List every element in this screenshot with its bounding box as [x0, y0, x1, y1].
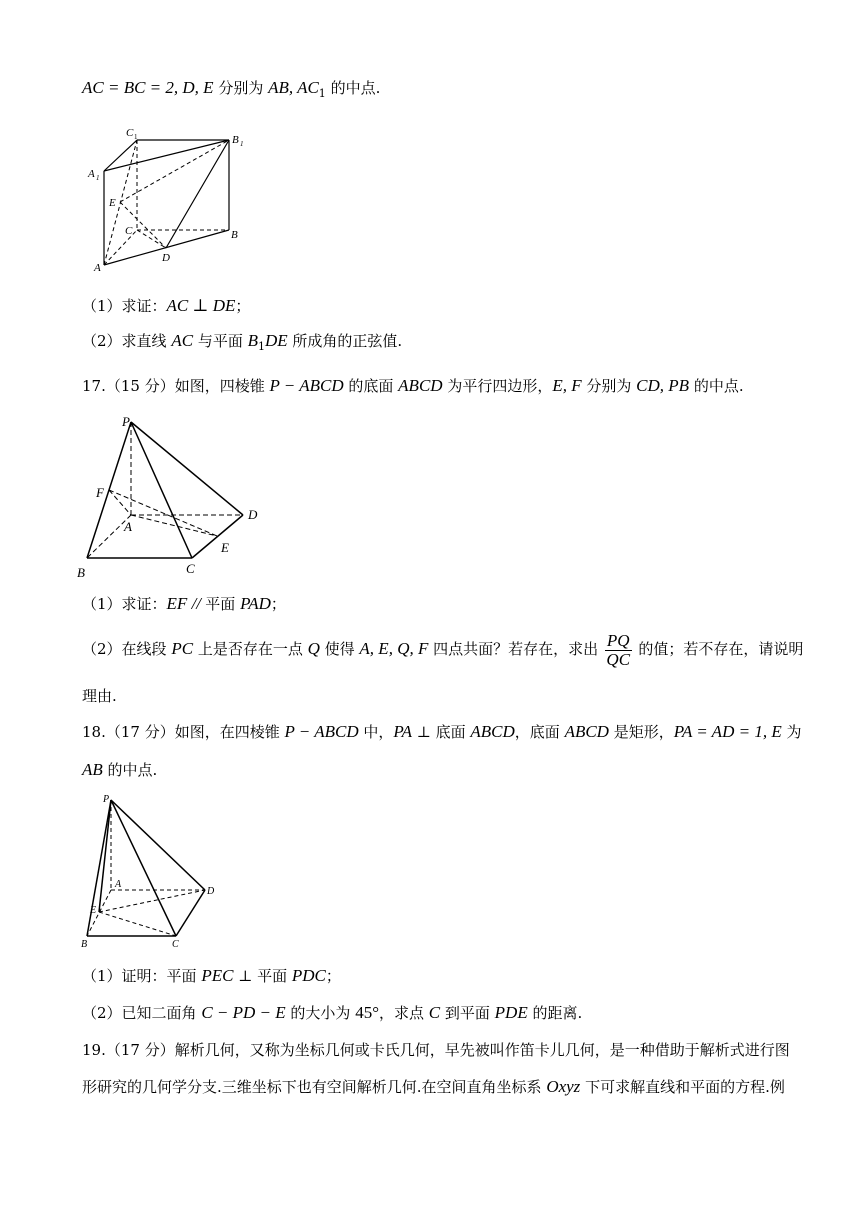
q17-frac-num: PQ: [606, 630, 630, 650]
q18-label-b: B: [81, 939, 88, 950]
q16-part2: [82, 331, 402, 357]
q18-head-text: 18.（17 分）如图，在四棱锥: [82, 723, 285, 741]
q16-intro-text: 分别为: [213, 79, 269, 97]
q17-label-f: F: [96, 485, 104, 500]
q18-part1-text: ⊥ 平面: [233, 967, 292, 985]
q16-label-c1-sub: 1: [134, 133, 138, 141]
q16-part2-end: 所成角的正弦值.: [287, 332, 403, 350]
q16-part2-math1: AC: [171, 331, 194, 350]
q18-part1-prefix: （1）证明：平面: [82, 967, 202, 985]
q17-text4: 的中点.: [689, 377, 744, 395]
q16-part2-text: 与平面: [193, 332, 248, 350]
q18-math4: ABCD: [564, 722, 609, 741]
q16-intro-math2: AB, AC: [268, 78, 319, 97]
q17-math1: P − ABCD: [269, 376, 344, 395]
q17-part2-d: 四点共面？若存在，求出: [428, 640, 603, 658]
q16-label-b1-sub: 1: [240, 140, 244, 148]
q17-part2-e: 的值；若不存在，请说明: [633, 640, 804, 658]
q18-part2-m1: C − PD − E: [201, 1003, 286, 1022]
q17-part1: [82, 594, 286, 614]
q17-label-e: E: [221, 540, 229, 555]
q16-label-a: A: [94, 262, 101, 274]
q16-part2-math2: B: [247, 331, 258, 350]
q18-part2-b: 的大小为: [285, 1004, 356, 1022]
q16-part1-prefix: （1）求证：: [82, 297, 167, 315]
q18-part1: [82, 966, 341, 986]
q16-label-d: D: [162, 252, 170, 264]
q17-fraction: [605, 632, 632, 669]
q18-text4: 是矩形，: [608, 723, 674, 741]
q18-head-line2: [82, 760, 157, 780]
q16-intro-sub: 1: [318, 87, 326, 100]
q18-math3: ABCD: [470, 722, 515, 741]
q19-line1: 19.（17 分）解析几何，又称为坐标几何或卡氏几何，早先被叫作笛卡儿几何，是一种借助于解析式进行图: [82, 1041, 790, 1059]
q18-part1-m2: PDC: [291, 966, 326, 985]
q17-head: [82, 376, 744, 396]
q16-label-e: E: [109, 197, 116, 209]
q16-label-b: B: [231, 229, 238, 241]
q17-text2: 为平行四边形，: [442, 377, 553, 395]
q17-label-p: P: [122, 414, 130, 429]
q17-label-c: C: [186, 561, 195, 576]
q17-part2-c: 使得: [319, 640, 360, 658]
q16-label-a1-sub: 1: [96, 174, 100, 182]
q16-label-a1: A: [88, 168, 95, 180]
q18-l2-math: AB: [82, 760, 103, 779]
q19-line2: [82, 1077, 785, 1097]
q16-label-b1: B: [232, 134, 239, 146]
q17-math4: CD, PB: [636, 376, 690, 395]
q16-intro-text2: 的中点.: [325, 79, 381, 97]
q17-part2-m3: A, E, Q, F: [359, 639, 429, 658]
q18-head: [82, 722, 801, 742]
q18-part2-e: 的距离.: [527, 1004, 583, 1022]
q18-label-c: C: [172, 939, 179, 950]
q17-part1-text: 平面: [205, 595, 241, 613]
q19-line2-b: 下可求解直线和平面的方程.例: [580, 1078, 785, 1096]
q18-label-a: A: [115, 879, 122, 890]
q16-part1-end: ；: [235, 297, 251, 315]
q18-l2-text: 的中点.: [102, 761, 158, 779]
q18-label-p: P: [103, 794, 110, 805]
q17-label-d: D: [248, 507, 258, 522]
q17-math3: E, F: [552, 376, 582, 395]
q17-frac-den: QC: [606, 649, 631, 669]
q17-math2: ABCD: [398, 376, 443, 395]
q18-math5: PA = AD = 1, E: [673, 722, 782, 741]
q18-label-d: D: [207, 886, 215, 897]
q16-part2-sub: 1: [257, 340, 265, 353]
q17-text3: 分别为: [581, 377, 637, 395]
q16-part1-math: AC ⊥ DE: [166, 296, 236, 315]
q17-part1-parallel: //: [187, 594, 206, 613]
q17-part2-m2: Q: [307, 639, 320, 658]
q17-part1-math: EF: [166, 594, 188, 613]
q18-part1-end: ；: [325, 967, 341, 985]
q16-label-c: C: [125, 225, 133, 237]
q18-math1: P − ABCD: [284, 722, 359, 741]
q18-text1: 中，: [358, 723, 394, 741]
q18-part2: [82, 1003, 582, 1023]
q18-part2-c: ，求点: [379, 1004, 429, 1022]
q17-part2-b: 上是否存在一点: [193, 640, 308, 658]
q19-line2-a: 形研究的几何学分支.三维坐标下也有空间解析几何.在空间直角坐标系: [82, 1078, 547, 1096]
q17-part2-cont: 理由.: [82, 687, 117, 705]
q18-text2: ⊥ 底面: [411, 723, 471, 741]
q18-part2-m2: 45°: [355, 1003, 379, 1022]
q18-part2-d: 到平面: [440, 1004, 495, 1022]
q18-label-e: E: [90, 905, 97, 916]
q16-part1: [82, 296, 250, 316]
q17-part2: [82, 630, 803, 669]
q16-intro: [82, 78, 380, 104]
q16-part2-prefix: （2）求直线: [82, 332, 172, 350]
q18-part2-m4: PDE: [494, 1003, 528, 1022]
q16-part2-math3: DE: [264, 331, 288, 350]
q17-label-a: A: [124, 519, 132, 534]
q18-text5: 为: [781, 723, 802, 741]
q17-part1-math2: PAD: [240, 594, 271, 613]
q18-text3: ，底面: [514, 723, 565, 741]
q17-part2-a: （2）在线段: [82, 640, 172, 658]
q17-part2-m1: PC: [171, 639, 194, 658]
q18-part1-m1: PEC: [201, 966, 234, 985]
q17-label-b: B: [77, 565, 85, 580]
q17-part1-prefix: （1）求证：: [82, 595, 167, 613]
q17-part1-end: ；: [270, 595, 286, 613]
q16-label-c1: C: [126, 127, 134, 139]
q16-intro-math: AC = BC = 2, D, E: [82, 78, 214, 97]
q17-text1: 的底面: [343, 377, 399, 395]
q18-part2-a: （2）已知二面角: [82, 1004, 202, 1022]
q17-head-text: 17.（15 分）如图，四棱锥: [82, 377, 270, 395]
q19-line2-math: Oxyz: [546, 1077, 581, 1096]
q18-math2: PA: [393, 722, 412, 741]
q18-part2-m3: C: [428, 1003, 441, 1022]
